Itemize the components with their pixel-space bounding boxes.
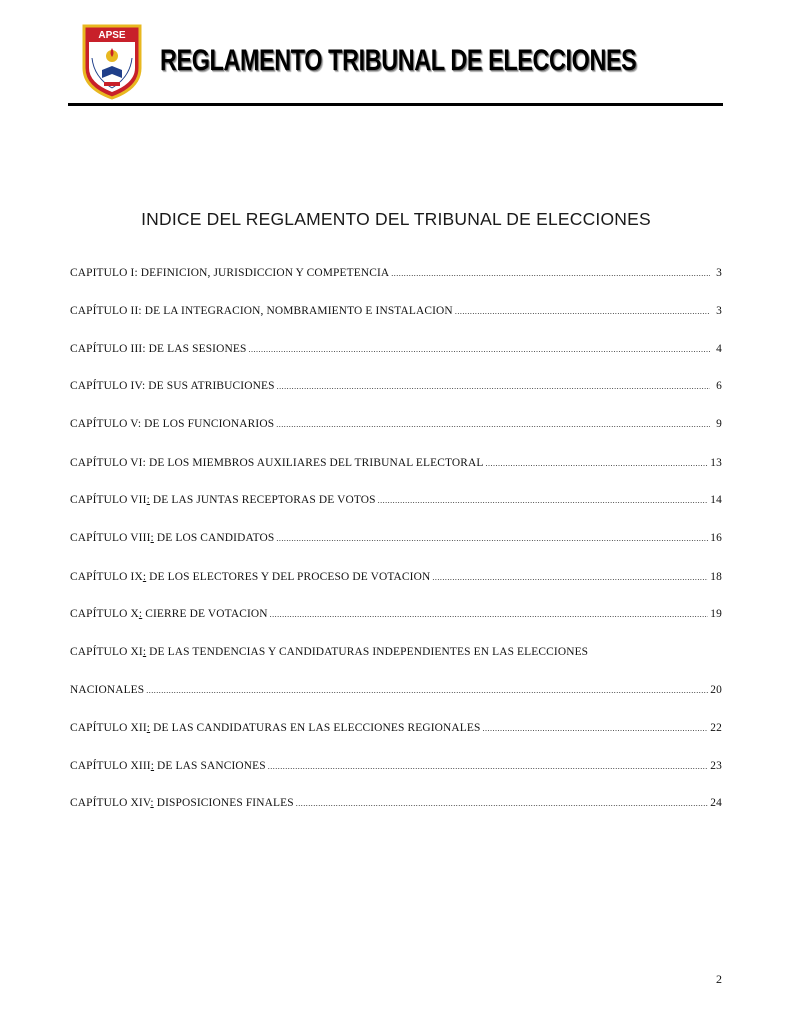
toc-entry[interactable] <box>70 758 722 774</box>
toc-entry[interactable] <box>70 530 722 546</box>
dot-leader <box>146 683 708 699</box>
dot-leader <box>248 342 710 358</box>
toc-entry-label: CAPÍTULO IX: DE LOS ELECTORES Y DEL PROCESO DE VOTACION <box>70 571 431 583</box>
toc-entry-label: CAPÍTULO X: CIERRE DE VOTACION <box>70 608 268 620</box>
dot-leader <box>276 417 710 433</box>
toc-entry[interactable] <box>70 569 722 585</box>
page-number: 2 <box>716 972 722 986</box>
dot-leader <box>276 531 708 547</box>
dot-leader <box>277 379 710 395</box>
toc-page-number: 3 <box>716 305 722 317</box>
dot-leader <box>268 759 709 775</box>
dot-leader <box>432 570 708 586</box>
toc-page-number: 9 <box>716 418 722 430</box>
index-heading: INDICE DEL REGLAMENTO DEL TRIBUNAL DE ELECCIONES <box>141 209 651 229</box>
toc-entry[interactable] <box>70 455 722 471</box>
toc-entry[interactable] <box>70 303 722 319</box>
toc-page-number: 24 <box>710 797 722 809</box>
toc-entry-label: CAPÍTULO VIII: DE LOS CANDIDATOS <box>70 532 275 544</box>
toc-entry-label: CAPÍTULO II: DE LA INTEGRACION, NOMBRAMIENTO E INSTALACION <box>70 305 453 317</box>
toc-entry[interactable] <box>70 492 722 508</box>
toc-entry[interactable] <box>70 416 722 432</box>
toc-entry[interactable] <box>70 795 722 811</box>
toc-entry-label: CAPÍTULO XIII: DE LAS SANCIONES <box>70 760 266 772</box>
toc-entry[interactable] <box>70 341 722 357</box>
toc-entry-label: CAPÍTULO III: DE LAS SESIONES <box>70 343 247 355</box>
toc-entry-label: CAPÍTULO IV: DE SUS ATRIBUCIONES <box>70 380 275 392</box>
toc-page-number: 4 <box>716 343 722 355</box>
toc-entry-label: CAPÍTULO VII: DE LAS JUNTAS RECEPTORAS DE VOTOS <box>70 494 376 506</box>
dot-leader <box>296 796 709 812</box>
toc-entry-label: CAPÍTULO XII: DE LAS CANDIDATURAS EN LAS ELECCIONES REGIONALES <box>70 722 481 734</box>
toc-page-number: 22 <box>710 722 722 734</box>
toc-page-number: 6 <box>716 380 722 392</box>
header-divider <box>68 103 723 106</box>
toc-page-number: 14 <box>710 494 722 506</box>
toc-entry[interactable] <box>70 265 722 281</box>
dot-leader <box>378 493 709 509</box>
toc-page-number: 19 <box>710 608 722 620</box>
toc-page-number: 18 <box>710 571 722 583</box>
toc-entry-label: CAPÍTULO XIV: DISPOSICIONES FINALES <box>70 797 294 809</box>
toc-page-number: 3 <box>716 267 722 279</box>
toc-entry-label: CAPITULO I: DEFINICION, JURISDICCION Y COMPETENCIA <box>70 267 390 279</box>
toc-entry[interactable] <box>70 606 722 622</box>
apse-logo <box>80 22 144 100</box>
dot-leader <box>485 456 708 472</box>
dot-leader <box>455 304 710 320</box>
toc-entry[interactable] <box>70 682 722 698</box>
toc-page-number: 16 <box>710 532 722 544</box>
toc-entry-label: CAPÍTULO VI: DE LOS MIEMBROS AUXILIARES DEL TRIBUNAL ELECTORAL <box>70 457 484 469</box>
toc-entry[interactable] <box>70 378 722 394</box>
toc-page-number: 20 <box>710 684 722 696</box>
dot-leader <box>391 266 710 282</box>
dot-leader <box>483 721 709 737</box>
dot-leader <box>270 607 709 623</box>
document-title: REGLAMENTO TRIBUNAL DE ELECCIONES <box>160 44 637 77</box>
toc-page-number: 13 <box>710 457 722 469</box>
toc-page-number: 23 <box>710 760 722 772</box>
toc-entry-label[interactable]: CAPÍTULO XI: DE LAS TENDENCIAS Y CANDIDATURAS INDEPENDIENTES EN LAS ELECCIONES <box>70 646 589 658</box>
toc-entry-label: NACIONALES <box>70 684 145 696</box>
toc-entry-label: CAPÍTULO V: DE LOS FUNCIONARIOS <box>70 418 275 430</box>
logo-text: APSE <box>98 30 126 41</box>
toc-entry[interactable] <box>70 720 722 736</box>
